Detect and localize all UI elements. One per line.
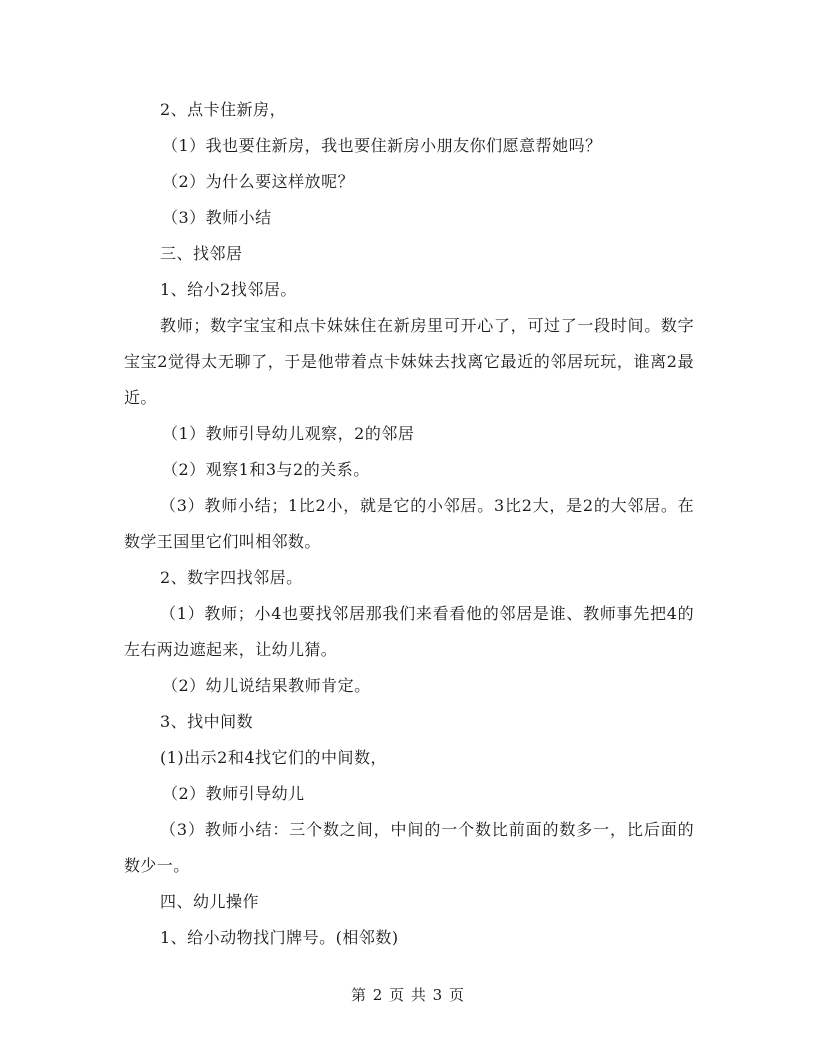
paragraph-item: 3、找中间数 <box>160 712 254 731</box>
paragraph-item: （1）教师引导幼儿观察，2的邻居 <box>162 424 415 443</box>
section-heading: 四、幼儿操作 <box>160 892 260 911</box>
paragraph-body: （3）教师小结；1比2小，就是它的小邻居。3比2大，是2的大邻居。在数学王国里它们叫相邻数。 <box>124 496 694 551</box>
document-body <box>124 92 694 956</box>
paragraph-body: （1）教师；小4也要找邻居那我们来看看他的邻居是谁、教师事先把4的左右两边遮起来，让幼儿猜。 <box>124 604 694 659</box>
paragraph-body: 教师；数字宝宝和点卡妹妹住在新房里可开心了，可过了一段时间。数字宝宝2觉得太无聊了，于是他带着点卡妹妹去找离它最近的邻居玩玩，谁离2最近。 <box>124 316 694 407</box>
paragraph-item: （2）为什么要这样放呢？ <box>162 172 355 191</box>
paragraph-item: （1）我也要住新房，我也要住新房小朋友你们愿意帮她吗？ <box>162 136 602 155</box>
paragraph-item: 2、数字四找邻居。 <box>160 568 303 587</box>
paragraph-item: (1)出示2和4找它们的中间数， <box>160 748 388 767</box>
section-heading: 三、找邻居 <box>160 244 243 263</box>
paragraph-item: 1、给小动物找门牌号。(相邻数) <box>160 928 399 947</box>
paragraph-item: （3）教师小结 <box>162 208 272 227</box>
paragraph-item: 1、给小2找邻居。 <box>160 280 297 299</box>
page-number-footer: 第 2 页 共 3 页 <box>351 986 465 1004</box>
paragraph-item: （2）教师引导幼儿 <box>162 784 305 803</box>
paragraph-item: 2、点卡住新房， <box>160 100 287 119</box>
paragraph-body: （3）教师小结：三个数之间，中间的一个数比前面的数多一，比后面的数少一。 <box>124 820 694 875</box>
paragraph-item: （2）幼儿说结果教师肯定。 <box>162 676 371 695</box>
paragraph-item: （2）观察1和3与2的关系。 <box>162 460 370 479</box>
